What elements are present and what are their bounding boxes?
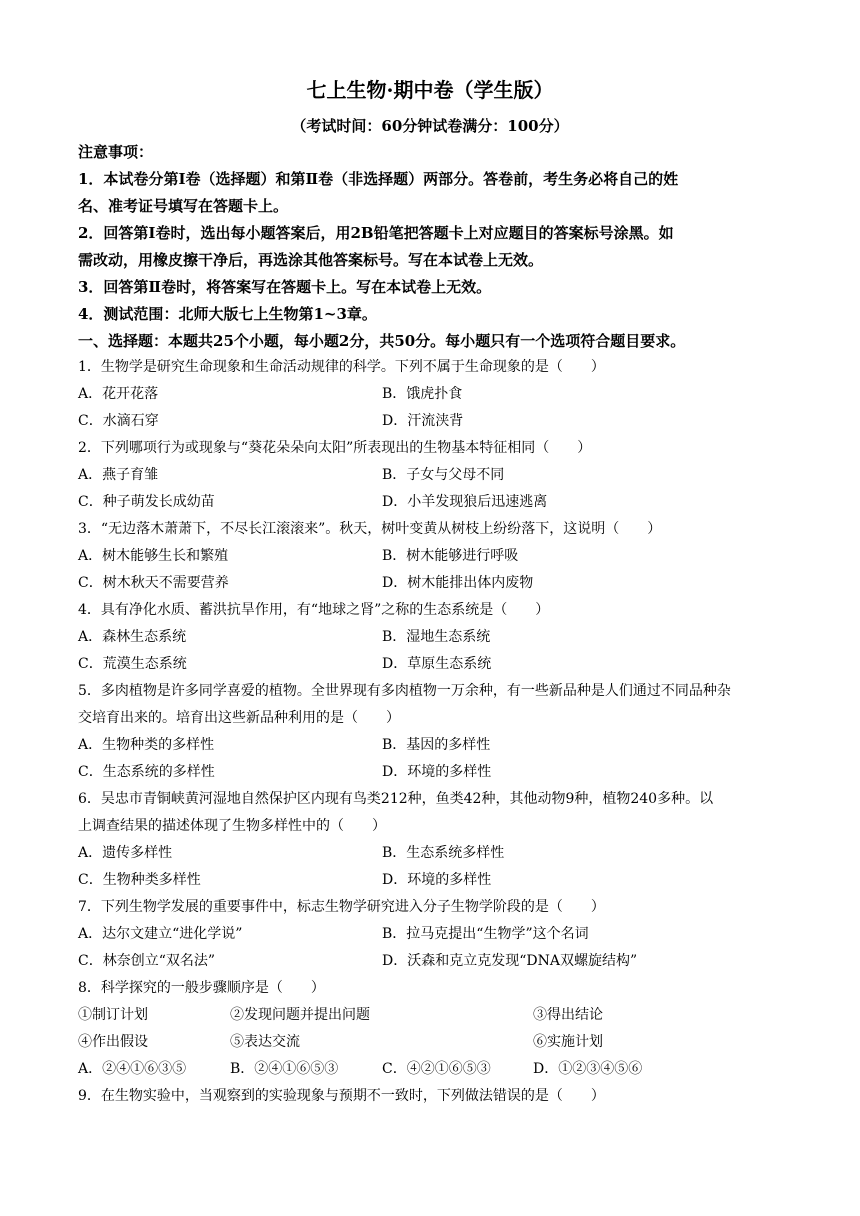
step-item: ④作出假设	[78, 1034, 148, 1050]
page-title: 七上生物·期中卷（学生版）	[306, 78, 554, 102]
question-stem: 交培育出来的。培育出这些新品种利用的是（ ）	[78, 710, 400, 726]
option-b: B．树木能够进行呼吸	[382, 548, 519, 564]
option-d: D．①②③④⑤⑥	[533, 1061, 643, 1077]
option-c: C．水滴石穿	[78, 413, 159, 429]
option-a: A．花开花落	[78, 386, 159, 402]
notice-line: 1．本试卷分第Ⅰ卷（选择题）和第Ⅱ卷（非选择题）两部分。答卷前，考生务必将自己的姓	[78, 170, 679, 188]
step-item: ⑥实施计划	[533, 1034, 603, 1050]
option-c: C．种子萌发长成幼苗	[78, 494, 215, 510]
option-d: D．草原生态系统	[382, 656, 492, 672]
option-c: C．生物种类多样性	[78, 872, 201, 888]
notice-line: 4．测试范围：北师大版七上生物第1~3章。	[78, 305, 377, 323]
option-b: B．拉马克提出“生物学”这个名词	[382, 926, 589, 942]
option-b: B．基因的多样性	[382, 737, 491, 753]
option-d: D．沃森和克立克发现“DNA双螺旋结构”	[382, 953, 638, 969]
option-a: A．②④①⑥③⑤	[78, 1061, 187, 1077]
notice-heading: 注意事项：	[78, 143, 154, 161]
question-stem: 5．多肉植物是许多同学喜爱的植物。全世界现有多肉植物一万余种，有一些新品种是人们通过不同品种杂	[78, 683, 731, 699]
question-stem: 3．“无边落木萧萧下，不尽长江滚滚来”。秋天，树叶变黄从树枝上纷纷落下，这说明（ ）	[78, 521, 662, 537]
option-a: A．燕子育雏	[78, 467, 159, 483]
question-stem: 6．吴忠市青铜峡黄河湿地自然保护区内现有鸟类212种，鱼类42种，其他动物9种，植物240多种。以	[78, 791, 714, 807]
option-c: C．树木秋天不需要营养	[78, 575, 229, 591]
option-a: A．森林生态系统	[78, 629, 187, 645]
step-item: ②发现问题并提出问题	[230, 1007, 370, 1023]
option-d: D．环境的多样性	[382, 764, 492, 780]
notice-line: 需改动，用橡皮擦干净后，再选涂其他答案标号。写在本试卷上无效。	[78, 251, 544, 269]
option-c: C．荒漠生态系统	[78, 656, 187, 672]
question-stem: 1．生物学是研究生命现象和生命活动规律的科学。下列不属于生命现象的是（ ）	[78, 359, 605, 375]
option-c: C．生态系统的多样性	[78, 764, 215, 780]
notice-line: 名、准考证号填写在答题卡上。	[78, 197, 289, 215]
option-b: B．②④①⑥⑤③	[230, 1061, 339, 1077]
option-b: B．湿地生态系统	[382, 629, 491, 645]
option-b: B．生态系统多样性	[382, 845, 505, 861]
option-d: D．环境的多样性	[382, 872, 492, 888]
option-a: A．遗传多样性	[78, 845, 173, 861]
notice-line: 3．回答第Ⅱ卷时，将答案写在答题卡上。写在本试卷上无效。	[78, 278, 492, 296]
option-b: B．子女与父母不同	[382, 467, 505, 483]
option-a: A．达尔文建立“进化学说”	[78, 926, 243, 942]
question-stem: 9．在生物实验中，当观察到的实验现象与预期不一致时，下列做法错误的是（ ）	[78, 1088, 605, 1104]
option-d: D．小羊发现狼后迅速逃离	[382, 494, 548, 510]
question-stem: 7．下列生物学发展的重要事件中，标志生物学研究进入分子生物学阶段的是（ ）	[78, 899, 605, 915]
option-c: C．林奈创立“双名法”	[78, 953, 216, 969]
step-item: ①制订计划	[78, 1007, 148, 1023]
question-stem: 4．具有净化水质、蓄洪抗旱作用，有“地球之肾”之称的生态系统是（ ）	[78, 602, 550, 618]
step-item: ③得出结论	[533, 1007, 603, 1023]
exam-info: （考试时间：60分钟试卷满分：100分）	[291, 117, 569, 135]
question-stem: 上调查结果的描述体现了生物多样性中的（ ）	[78, 818, 386, 834]
option-d: D．树木能排出体内废物	[382, 575, 534, 591]
option-a: A．树木能够生长和繁殖	[78, 548, 229, 564]
option-b: B．饿虎扑食	[382, 386, 463, 402]
step-item: ⑤表达交流	[230, 1034, 300, 1050]
notice-line: 2．回答第Ⅰ卷时，选出每小题答案后，用2B铅笔把答题卡上对应题目的答案标号涂黑。如	[78, 224, 674, 242]
option-c: C．④②①⑥⑤③	[382, 1061, 491, 1077]
option-d: D．汗流浃背	[382, 413, 464, 429]
question-stem: 8．科学探究的一般步骤顺序是（ ）	[78, 980, 325, 996]
option-a: A．生物种类的多样性	[78, 737, 215, 753]
question-stem: 2．下列哪项行为或现象与“葵花朵朵向太阳”所表现出的生物基本特征相同（ ）	[78, 440, 592, 456]
section-heading: 一、选择题：本题共25个小题，每小题2分，共50分。每小题只有一个选项符合题目要求。	[78, 332, 686, 350]
